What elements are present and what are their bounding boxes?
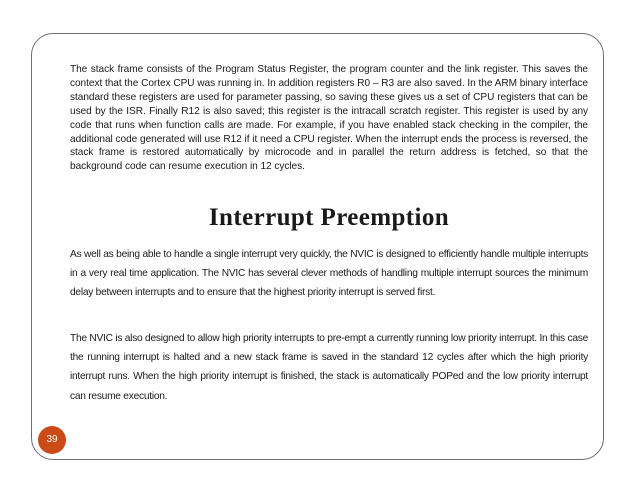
paragraph-nvic-preemption: The NVIC is also designed to allow high priority interrupts to pre-empt a currently running low priority interrupt. In this case the running interrupt is halted and a new stack frame is saved in the standard 12 cycles after which the high priority interrupt runs. When the high priority interrupt is finished, the stack is automatically POPed and the low priority interrupt can resume execution. <box>70 333 588 402</box>
paragraph-nvic-multiple-interrupts: As well as being able to handle a single interrupt very quickly, the NVIC is designed to efficiently handle multiple interrupts in a very real time application. The NVIC has several clever methods of handling multiple interrupt sources the minimum delay between interrupts and to ensure that the highest priority interrupt is served first. <box>70 249 588 299</box>
slide-content <box>70 63 588 402</box>
section-heading: Interrupt Preemption <box>208 204 450 231</box>
paragraph-stack-frame: The stack frame consists of the Program Status Register, the program counter and the link register. This saves the context that the Cortex CPU was running in. In addition registers R0 – R3 are also saved. In the ARM binary interface standard these registers are used for parameter passing, so saving these gives us a set of CPU registers that can be used by the ISR. Finally R12 is also saved; this register is the intracall scratch register. This register is used by any code that runs when function calls are made. For example, if you have enabled stack checking in the compiler, the additional code generated will use R12 if it need a CPU register. When the interrupt ends the process is reversed, the stack frame is restored automatically by microcode and in parallel the return address is fetched, so that the background code can resume execution in 12 cycles. <box>70 64 588 173</box>
page-number-badge: 39 <box>38 426 66 454</box>
